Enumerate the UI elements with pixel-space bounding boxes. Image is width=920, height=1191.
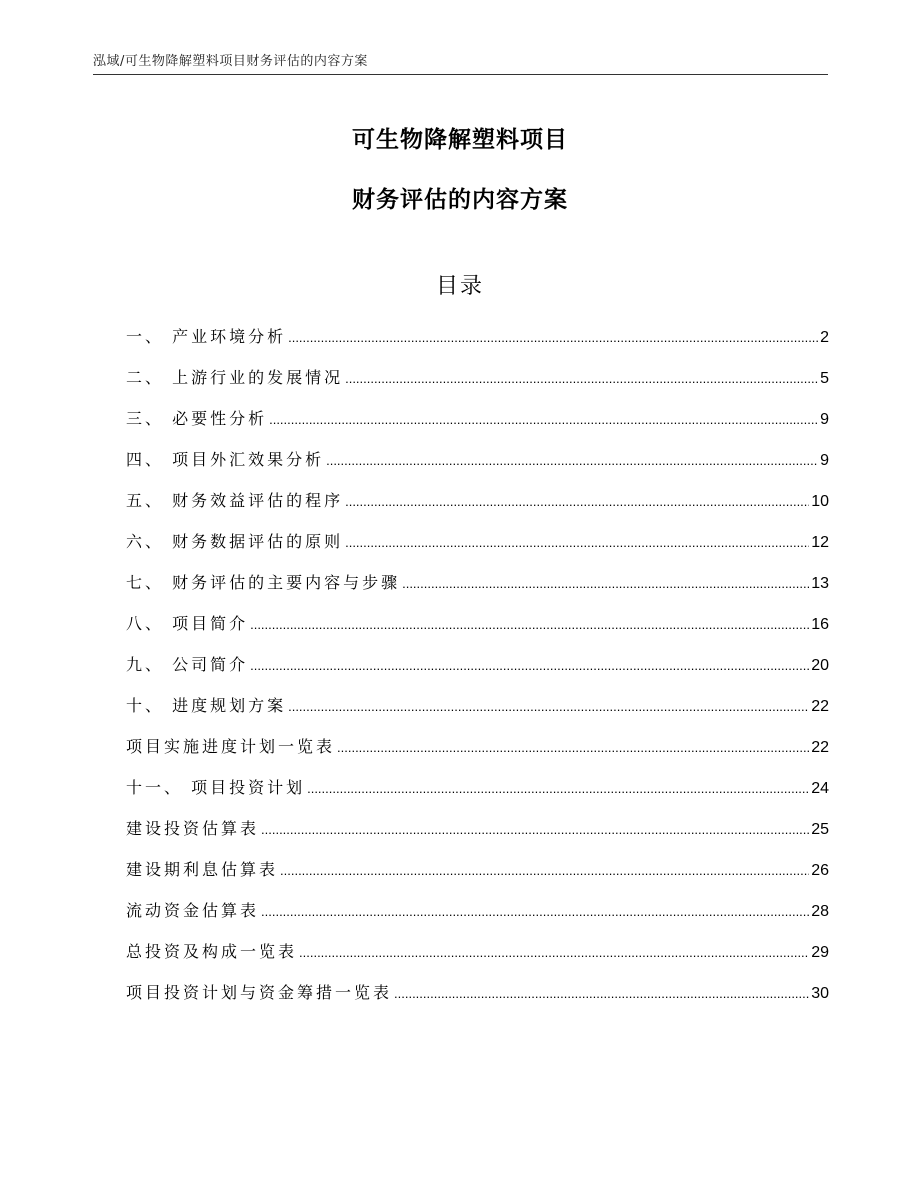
toc-entry[interactable] — [126, 449, 829, 490]
toc-heading: 目录 — [435, 274, 484, 299]
toc-entry[interactable] — [126, 654, 829, 695]
toc-entry[interactable] — [126, 982, 829, 1023]
toc-leader-dots — [345, 368, 818, 390]
toc-leader-dots — [288, 696, 809, 718]
toc-entry-label: 十、 进度规划方案 — [126, 696, 287, 715]
toc-entry[interactable] — [126, 326, 829, 367]
toc-entry-page: 9 — [820, 452, 829, 469]
toc-entry-label: 四、 项目外汇效果分析 — [126, 450, 325, 469]
document-title-line-1: 可生物降解塑料项目 — [352, 127, 568, 153]
toc-entry[interactable] — [126, 613, 829, 654]
toc-entry[interactable] — [126, 572, 829, 613]
toc-entry-page: 9 — [820, 411, 829, 428]
toc-entry-page: 26 — [811, 862, 829, 879]
toc-entry-page: 24 — [811, 780, 829, 797]
toc-entry[interactable] — [126, 531, 829, 572]
header-divider — [93, 74, 828, 75]
toc-leader-dots — [261, 819, 809, 841]
toc-entry-label: 九、 公司简介 — [126, 655, 249, 674]
toc-entry-label: 总投资及构成一览表 — [126, 942, 298, 961]
toc-entry-label: 二、 上游行业的发展情况 — [126, 368, 344, 387]
toc-leader-dots — [394, 983, 809, 1005]
toc-entry-page: 28 — [811, 903, 829, 920]
toc-entry-label: 一、 产业环境分析 — [126, 327, 287, 346]
toc-entry-page: 22 — [811, 698, 829, 715]
toc-entry-page: 30 — [811, 985, 829, 1002]
toc-entry-label: 建设投资估算表 — [126, 819, 260, 838]
toc-entry-label: 六、 财务数据评估的原则 — [126, 532, 344, 551]
toc-entry-label: 建设期利息估算表 — [126, 860, 279, 879]
toc-leader-dots — [337, 737, 809, 759]
toc-leader-dots — [269, 409, 818, 431]
toc-entry-label: 三、 必要性分析 — [126, 409, 268, 428]
toc-leader-dots — [250, 614, 809, 636]
toc-entry[interactable] — [126, 695, 829, 736]
toc-entry[interactable] — [126, 900, 829, 941]
toc-entry[interactable] — [126, 859, 829, 900]
toc-entry[interactable] — [126, 941, 829, 982]
toc-entry-page: 25 — [811, 821, 829, 838]
toc-entry-label: 五、 财务效益评估的程序 — [126, 491, 344, 510]
toc-entry[interactable] — [126, 490, 829, 531]
toc-entry-page: 16 — [811, 616, 829, 633]
toc-entry-label: 八、 项目简介 — [126, 614, 249, 633]
toc-entry-page: 22 — [811, 739, 829, 756]
toc-entry-page: 5 — [820, 370, 829, 387]
toc-entry[interactable] — [126, 818, 829, 859]
toc-entry-page: 13 — [811, 575, 829, 592]
toc-entry[interactable] — [126, 736, 829, 777]
toc-entry[interactable] — [126, 367, 829, 408]
toc-leader-dots — [345, 491, 809, 513]
toc-entry-label: 流动资金估算表 — [126, 901, 260, 920]
toc-entry-label: 项目投资计划与资金筹措一览表 — [126, 983, 393, 1002]
toc-entry-page: 10 — [811, 493, 829, 510]
toc-entry[interactable] — [126, 408, 829, 449]
toc-leader-dots — [299, 942, 809, 964]
toc-entry-label: 十一、 项目投资计划 — [126, 778, 306, 797]
toc-leader-dots — [402, 573, 809, 595]
toc-entry-page: 20 — [811, 657, 829, 674]
toc-entry-label: 七、 财务评估的主要内容与步骤 — [126, 573, 401, 592]
running-header: 泓域/可生物降解塑料项目财务评估的内容方案 — [93, 54, 368, 69]
toc-entry-page: 2 — [820, 329, 829, 346]
toc-entry-page: 12 — [811, 534, 829, 551]
table-of-contents — [126, 326, 829, 1023]
document-title-line-2: 财务评估的内容方案 — [352, 187, 568, 213]
toc-entry[interactable] — [126, 777, 829, 818]
toc-leader-dots — [307, 778, 809, 800]
toc-leader-dots — [345, 532, 809, 554]
toc-leader-dots — [261, 901, 809, 923]
toc-entry-label: 项目实施进度计划一览表 — [126, 737, 336, 756]
toc-leader-dots — [250, 655, 809, 677]
toc-leader-dots — [326, 450, 818, 472]
toc-leader-dots — [288, 327, 818, 349]
toc-entry-page: 29 — [811, 944, 829, 961]
toc-leader-dots — [280, 860, 809, 882]
